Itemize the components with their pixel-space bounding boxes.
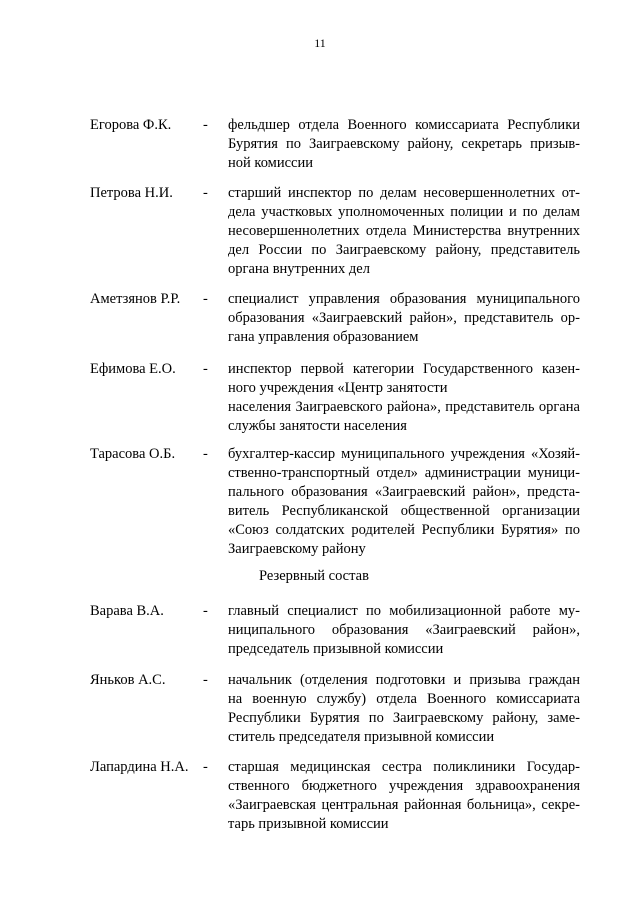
member-description	[228, 445, 580, 559]
member-dash: -	[203, 291, 208, 307]
description-line: Республики Бурятия по Заиграевскому району, заме-	[228, 710, 580, 726]
description-line: ственно-транспортный отдел» администрации муници-	[228, 465, 580, 481]
page-number: 11	[314, 36, 326, 50]
description-line: «Союз солдатских родителей Республики Бурятия» по	[228, 522, 580, 538]
description-line: ного учреждения «Центр занятости	[228, 380, 448, 396]
description-line: начальник (отделения подготовки и призыва граждан	[228, 672, 580, 688]
member-description	[228, 671, 580, 747]
description-line: старшая медицинская сестра поликлиники Государ-	[228, 759, 580, 775]
description-line: Заиграевскому району	[228, 541, 366, 557]
description-line: главный специалист по мобилизационной работе му-	[228, 603, 580, 619]
description-line: специалист управления образования муниципального	[228, 291, 580, 307]
member-dash: -	[203, 672, 208, 688]
description-line: председатель призывной комиссии	[228, 641, 444, 657]
description-line: Бурятия по Заиграевскому району, секретарь призыв-	[228, 136, 580, 152]
member-name: Петрова Н.И.	[90, 185, 173, 201]
description-line: гана управления образованием	[228, 329, 419, 345]
description-line: ственного бюджетного учреждения здравоохранения	[228, 778, 580, 794]
member-dash: -	[203, 759, 208, 775]
member-dash: -	[203, 603, 208, 619]
member-dash: -	[203, 361, 208, 377]
member-description	[228, 184, 580, 279]
member-description	[228, 290, 580, 347]
member-description	[228, 602, 580, 659]
description-line: фельдшер отдела Военного комиссариата Республики	[228, 117, 580, 133]
member-dash: -	[203, 446, 208, 462]
member-dash: -	[203, 185, 208, 201]
member-description	[228, 116, 580, 173]
description-line: инспектор первой категории Государственного казен-	[228, 361, 580, 377]
member-name: Варава В.А.	[90, 603, 164, 619]
description-line: на военную службу) отдела Военного комиссариата	[228, 691, 580, 707]
description-line: дела участковых уполномоченных полиции и по делам	[228, 204, 580, 220]
member-description	[228, 360, 580, 436]
description-line: старший инспектор по делам несовершеннолетних от-	[228, 185, 580, 201]
description-line: населения Заиграевского района», представитель органа	[228, 399, 580, 415]
reserve-section-heading: Резервный состав	[259, 568, 369, 584]
member-name: Лапардина Н.А.	[90, 759, 189, 775]
description-line: службы занятости населения	[228, 418, 407, 434]
description-line: тарь призывной комиссии	[228, 816, 389, 832]
description-line: пального образования «Заиграевский район», предста-	[228, 484, 580, 500]
description-line: «Заиграевская центральная районная больница», секре-	[228, 797, 580, 813]
description-line: ниципального образования «Заиграевский район»,	[228, 622, 580, 638]
description-line: образования «Заиграевский район», представитель ор-	[228, 310, 580, 326]
member-name: Яньков А.С.	[90, 672, 166, 688]
description-line: органа внутренних дел	[228, 261, 370, 277]
description-line: несовершеннолетних отдела Министерства внутренних	[228, 223, 580, 239]
description-line: витель Республиканской общественной организации	[228, 503, 580, 519]
description-line: дел России по Заиграевскому району, представитель	[228, 242, 580, 258]
description-line: ститель председателя призывной комиссии	[228, 729, 495, 745]
member-description	[228, 758, 580, 834]
member-name: Ефимова Е.О.	[90, 361, 176, 377]
member-name: Егорова Ф.К.	[90, 117, 172, 133]
description-line: ной комиссии	[228, 155, 314, 171]
description-line: бухгалтер-кассир муниципального учреждения «Хозяй-	[228, 446, 580, 462]
member-dash: -	[203, 117, 208, 133]
member-name: Тарасова О.Б.	[90, 446, 176, 462]
member-name: Аметзянов Р.Р.	[90, 291, 181, 307]
